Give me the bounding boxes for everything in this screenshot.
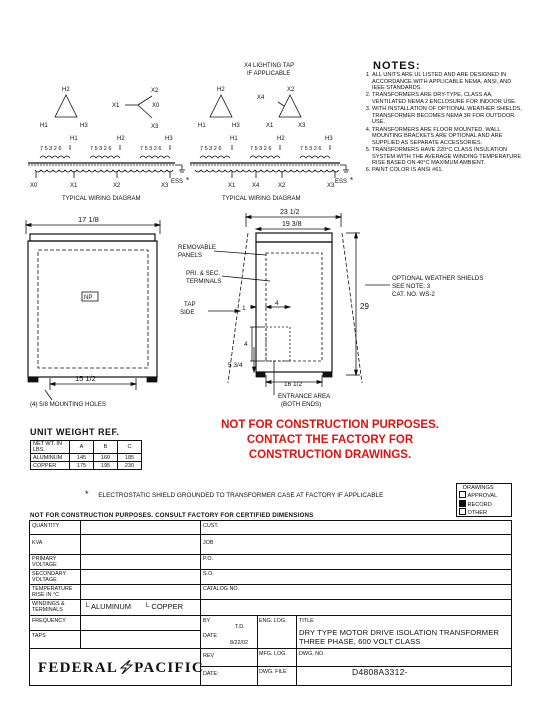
weather-shields-1: OPTIONAL WEATHER SHIELDS: [392, 275, 484, 282]
row-copper-label: COPPER: [31, 462, 70, 470]
unit-weight-section: [30, 427, 142, 470]
bot-x2-right: X2: [278, 183, 286, 189]
tap-note-2: IF APPLICABLE: [247, 71, 291, 77]
title-block: [29, 520, 512, 686]
aluminum-label: ALUMINUM: [90, 602, 131, 611]
label-so: S.O.: [203, 571, 214, 577]
checkbox-approval[interactable]: [459, 491, 466, 498]
dim-4a: 4: [275, 300, 279, 307]
table-row: [31, 454, 142, 462]
front-base-dim: 15 1/2: [75, 374, 96, 383]
ess-text: ELECTROSTATIC SHIELD GROUNDED TO TRANSFORMER CASE AT FACTORY IF APPLICABLE: [98, 492, 384, 499]
copper-option[interactable]: └ COPPER: [144, 602, 184, 611]
warning-line-1: NOT FOR CONSTRUCTION PURPOSES.: [221, 419, 439, 431]
row-aluminum-c: 185: [118, 454, 142, 462]
lightning-bolt-icon: [118, 660, 134, 674]
header-c: C: [118, 441, 142, 454]
label-by: BY: [203, 618, 211, 624]
title-block-caption: NOT FOR CONSTRUCTION PURPOSES. CONSULT FACTORY FOR CERTIFIED DIMENSIONS: [30, 512, 314, 519]
lbl-x2-right: X2: [287, 87, 295, 93]
label-secondary-voltage: SECONDARY VOLTAGE: [32, 571, 66, 583]
label-taps: TAPS: [32, 633, 46, 639]
drawings-option-other[interactable]: [459, 508, 509, 516]
label-title: TITLE: [299, 618, 314, 624]
table-header-row: [31, 441, 142, 454]
wiring-caption-right: TYPICAL WIRING DIAGRAM: [222, 196, 301, 202]
ess-left: ESS: [171, 179, 184, 185]
tap-numbers-5: 7 5 3 2 6: [250, 146, 272, 152]
federal-pacific-logo: [38, 660, 204, 676]
coil-h1-right: H1: [230, 136, 238, 142]
front-view: [20, 212, 170, 417]
tap-numbers-3: 7 5 3 2 6: [140, 146, 162, 152]
value-by: T.D.: [235, 624, 245, 630]
dim-5-3-4: 5 3/4: [228, 362, 243, 369]
bot-x1-left: X1: [70, 183, 78, 189]
warning-line-3: CONSTRUCTION DRAWINGS.: [248, 449, 412, 461]
asterisk-right: *: [350, 176, 354, 185]
notes-section: [363, 60, 523, 174]
wiring-diagrams: [0, 0, 360, 210]
label-frequency: FREQUENCY: [32, 618, 66, 624]
value-date: 8/22/02: [230, 640, 248, 646]
row-copper-c: 230: [118, 462, 142, 470]
lbl-x2-wye: X2: [151, 88, 159, 94]
label-temperature-rise: TEMPERATURE RISE IN °C: [32, 586, 73, 598]
tap-numbers-4: 7 5 3 2 6: [200, 146, 222, 152]
tap-side-2: SIDE: [180, 309, 195, 316]
note-item: 5. TRANSFORMERS HAVE 220°C CLASS INSULATION SYSTEM WITH THE AVERAGE WINDING TEMPERATURE RISE BASED ON 40°C MAXIMUM AMBIENT.: [372, 147, 523, 167]
coil-h2-right: H2: [277, 136, 285, 142]
header-net-wt: NET WT. IN LBS.: [31, 441, 70, 454]
tap-numbers-1: 7 5 3 2 6: [40, 146, 62, 152]
lbl-h3-left: H3: [80, 123, 88, 129]
record-label: RECORD: [467, 501, 492, 508]
asterisk-left: *: [186, 176, 190, 185]
unit-weight-table: [30, 440, 142, 470]
checkbox-record[interactable]: [459, 500, 466, 507]
tap-numbers-2: 7 5 3 2 6: [90, 146, 112, 152]
drawings-option-record[interactable]: [459, 500, 509, 508]
label-kva: KVA: [32, 540, 43, 546]
row-aluminum-label: ALUMINUM: [31, 454, 70, 462]
coil-h3-left: H3: [165, 136, 173, 142]
note-item: 3. WITH INSTALLATION OF OPTIONAL WEATHER SHIELDS, TRANSFORMER BECOMES NEMA 3R FOR OUTDOOR USE.: [372, 106, 523, 126]
checkbox-other[interactable]: [459, 508, 466, 515]
label-cust: CUST.: [203, 523, 219, 529]
label-dwg-no: DWG. NO.: [299, 651, 325, 657]
bot-x3-left: X3: [161, 183, 169, 189]
warning-line-2: CONTACT THE FACTORY FOR: [246, 434, 414, 446]
label-catalog: CATALOG NO.: [203, 586, 240, 592]
coil-h1-left: H1: [70, 136, 78, 142]
label-primary-voltage: PRIMARY VOLTAGE: [32, 556, 57, 568]
copper-label: COPPER: [151, 602, 184, 611]
note-item: 2. TRANSFORMERS ARE DRY-TYPE, CLASS AA, VENTILATED NEMA 2 ENCLOSURE FOR INDOOR USE.: [372, 92, 523, 105]
note-item: 6. PAINT COLOR IS ANSI #61.: [372, 167, 523, 174]
label-mfg-log: MFG. LOG.: [259, 651, 287, 657]
bot-x4-right: X4: [252, 183, 260, 189]
drawings-option-approval[interactable]: [459, 491, 509, 499]
coil-h3-right: H3: [325, 136, 333, 142]
bot-x0-left: X0: [30, 183, 38, 189]
approval-label: APPROVAL: [467, 493, 498, 500]
logo-federal: FEDERAL: [38, 660, 119, 676]
label-eng-log: ENG. LOG.: [259, 618, 287, 624]
header-a: A: [70, 441, 94, 454]
front-width-dim: 17 1/8: [78, 215, 99, 224]
side-overall-width: 23 1/2: [280, 209, 300, 216]
lbl-x4-right: X4: [257, 95, 265, 101]
coil-h2-left: H2: [117, 136, 125, 142]
drawings-title: DRAWINGS: [463, 485, 494, 491]
nameplate-label: NP: [84, 295, 93, 301]
removable-panels-2: PANELS: [178, 252, 202, 259]
unit-weight-title: UNIT WEIGHT REF.: [30, 427, 120, 437]
lbl-h1-right: H1: [198, 123, 206, 129]
removable-panels-1: REMOVABLE: [178, 244, 217, 251]
tap-note-1: X4 LIGHTING TAP: [244, 63, 295, 69]
dim-1: 1: [242, 305, 246, 312]
dim-4b: 4: [244, 341, 248, 348]
table-row: [31, 462, 142, 470]
terminals-1: PRI. & SEC.: [186, 270, 221, 277]
label-job: JOB: [203, 540, 214, 546]
entrance-1: ENTRANCE AREA: [278, 393, 331, 400]
notes-list: [363, 72, 523, 174]
row-aluminum-b: 160: [94, 454, 118, 462]
other-label: OTHER: [467, 510, 488, 517]
mounting-holes-note: (4) 5/8 MOUNTING HOLES: [30, 401, 106, 408]
bot-x3-right: X3: [327, 183, 335, 189]
side-inner-width: 19 3/8: [282, 221, 302, 228]
title-line-1: DRY TYPE MOTOR DRIVE ISOLATION TRANSFORMER: [299, 628, 499, 637]
lbl-h1-left: H1: [40, 123, 48, 129]
lbl-h3-right: H3: [232, 123, 240, 129]
label-date2: DATE:: [203, 671, 219, 677]
notes-title: NOTES:: [373, 60, 421, 72]
terminals-2: TERMINALS: [186, 278, 222, 285]
header-b: B: [94, 441, 118, 454]
lbl-h2-left: H2: [62, 87, 70, 93]
entrance-2: (BOTH ENDS): [281, 401, 322, 408]
dwg-number: D4808A3312-: [352, 667, 408, 677]
dim-16-1-2: 16 1/2: [284, 381, 303, 388]
side-view: [170, 205, 515, 420]
title-line-2: THREE PHASE, 600 VOLT CLASS: [299, 637, 421, 646]
lbl-x0-wye: X0: [152, 103, 160, 109]
weather-shields-2: SEE NOTE: 3: [392, 283, 431, 290]
label-windings: WINDINGS & TERMINALS: [32, 601, 65, 613]
aluminum-option[interactable]: └ ALUMINUM: [84, 602, 131, 611]
lbl-x1-right: X1: [266, 123, 274, 129]
ess-asterisk: *: [85, 489, 89, 499]
bot-x1-right: X1: [228, 183, 236, 189]
label-po: P.O.: [203, 556, 214, 562]
logo-pacific: PACIFIC: [134, 660, 204, 676]
label-rev: REV: [203, 653, 215, 659]
row-copper-b: 195: [94, 462, 118, 470]
tap-side-1: TAP: [184, 301, 196, 308]
wiring-caption-left: TYPICAL WIRING DIAGRAM: [62, 196, 141, 202]
label-dwg-file: DWG. FILE: [259, 669, 287, 675]
weather-shields-3: CAT. NO. WS-2: [392, 291, 435, 298]
drawings-box: [456, 483, 512, 517]
ess-note: [85, 489, 383, 499]
note-item: 1. ALL UNITS ARE UL LISTED AND ARE DESIGNED IN ACCORDANCE WITH APPLICABLE NEMA, ANSI, AND IEEE STANDARDS.: [372, 72, 523, 92]
construction-warning: [190, 418, 470, 463]
lbl-x1-wye: X1: [112, 103, 120, 109]
lbl-x3-right: X3: [298, 123, 306, 129]
tap-numbers-6: 7 5 3 2 6: [300, 146, 322, 152]
ess-right: ESS: [335, 179, 348, 185]
lbl-x3-wye: X3: [151, 124, 159, 130]
bot-x2-left: X2: [113, 183, 121, 189]
row-copper-a: 175: [70, 462, 94, 470]
row-aluminum-a: 145: [70, 454, 94, 462]
note-item: 4. TRANSFORMERS ARE FLOOR MOUNTED. WALL MOUNTING BRACKETS ARE OPTIONAL AND ARE SUPPLIED AS SEPARATE ACCESSORIES.: [372, 127, 523, 147]
lbl-h2-right: H2: [217, 87, 225, 93]
label-date: DATE: [203, 633, 217, 639]
label-quantity: QUANTITY: [32, 523, 60, 529]
side-height: 29: [360, 302, 369, 311]
